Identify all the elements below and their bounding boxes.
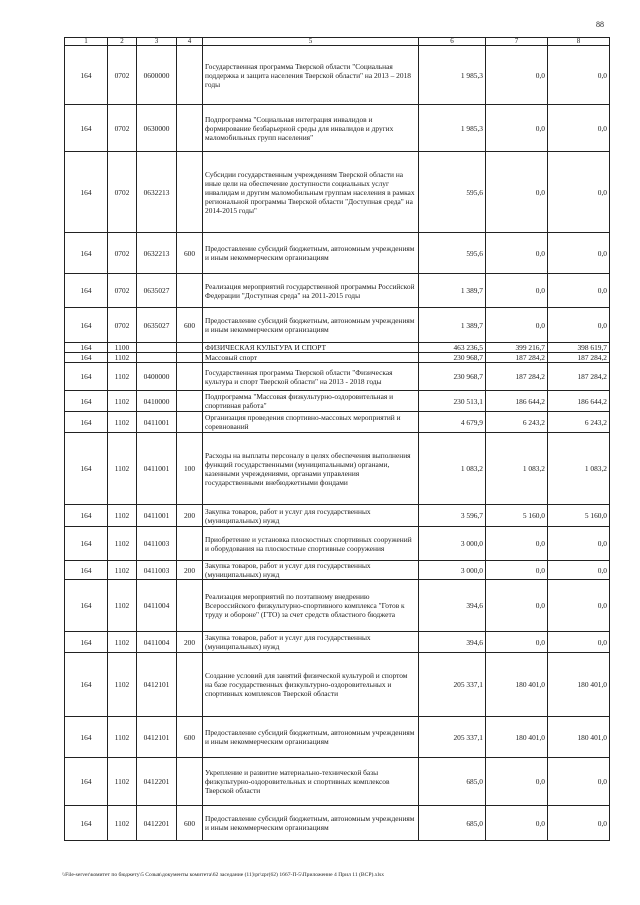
amount-col7-cell: 186 644,2 (486, 391, 548, 412)
expense-type-cell (177, 412, 203, 433)
ministry-code-cell: 164 (65, 758, 108, 806)
table-row (65, 46, 610, 105)
section-code-cell: 0702 (108, 233, 137, 274)
target-article-cell: 0412101 (137, 653, 177, 717)
amount-col8-cell: 5 160,0 (548, 505, 610, 527)
expense-type-cell: 200 (177, 632, 203, 653)
target-article-cell (137, 353, 177, 363)
ministry-code-cell: 164 (65, 308, 108, 343)
ministry-code-cell: 164 (65, 653, 108, 717)
expense-type-cell (177, 580, 203, 632)
section-code-cell: 1102 (108, 527, 137, 561)
amount-col6-cell: 595,6 (419, 233, 486, 274)
amount-col6-cell: 1 389,7 (419, 308, 486, 343)
amount-col8-cell: 1 083,2 (548, 433, 610, 505)
amount-col8-cell: 180 401,0 (548, 653, 610, 717)
section-code-cell: 1102 (108, 505, 137, 527)
table-row (65, 806, 610, 841)
amount-col6-cell: 595,6 (419, 152, 486, 233)
amount-col7-cell: 0,0 (486, 806, 548, 841)
description-cell: Создание условий для занятий физической культурой и спортом на базе государственных физкультурно-оздоровительных и спортивных комплексов Тверской области (203, 653, 419, 717)
ministry-code-cell: 164 (65, 274, 108, 308)
ministry-code-cell: 164 (65, 353, 108, 363)
amount-col6-cell: 1 985,3 (419, 105, 486, 152)
amount-col6-cell: 463 236,5 (419, 343, 486, 353)
amount-col8-cell: 0,0 (548, 152, 610, 233)
section-code-cell: 1102 (108, 353, 137, 363)
expense-type-cell (177, 353, 203, 363)
target-article-cell: 0411001 (137, 433, 177, 505)
amount-col8-cell: 0,0 (548, 806, 610, 841)
section-code-cell: 1102 (108, 806, 137, 841)
target-article-cell: 0411004 (137, 580, 177, 632)
expense-type-cell (177, 758, 203, 806)
ministry-code-cell: 164 (65, 46, 108, 105)
description-cell: Расходы на выплаты персоналу в целях обеспечения выполнения функций государственными (муниципальными) органами, казенными учреждениями, органами управления государственными внебюджетными фондами (203, 433, 419, 505)
ministry-code-cell: 164 (65, 527, 108, 561)
table-row (65, 758, 610, 806)
table-row (65, 580, 610, 632)
amount-col7-cell: 5 160,0 (486, 505, 548, 527)
amount-col7-cell: 180 401,0 (486, 653, 548, 717)
amount-col6-cell: 1 083,2 (419, 433, 486, 505)
target-article-cell: 0411004 (137, 632, 177, 653)
amount-col7-cell: 187 284,2 (486, 353, 548, 363)
ministry-code-cell: 164 (65, 233, 108, 274)
table-row (65, 561, 610, 580)
description-cell: Предоставление субсидий бюджетным, автономным учреждениям и иным некоммерческим организациям (203, 806, 419, 841)
table-row (65, 391, 610, 412)
table-row (65, 412, 610, 433)
description-cell: Государственная программа Тверской области "Физическая культура и спорт Тверской области" на 2013 - 2018 годы (203, 363, 419, 391)
amount-col8-cell: 186 644,2 (548, 391, 610, 412)
ministry-code-cell: 164 (65, 505, 108, 527)
expense-type-cell: 600 (177, 308, 203, 343)
ministry-code-cell: 164 (65, 105, 108, 152)
expense-type-cell: 200 (177, 505, 203, 527)
ministry-code-cell: 164 (65, 632, 108, 653)
target-article-cell: 0635027 (137, 308, 177, 343)
amount-col6-cell: 1 389,7 (419, 274, 486, 308)
table-row (65, 152, 610, 233)
amount-col8-cell: 180 401,0 (548, 717, 610, 758)
description-cell: Предоставление субсидий бюджетным, автономным учреждениям и иным некоммерческим организациям (203, 308, 419, 343)
amount-col7-cell: 0,0 (486, 561, 548, 580)
amount-col6-cell: 3 596,7 (419, 505, 486, 527)
amount-col8-cell: 187 284,2 (548, 363, 610, 391)
amount-col7-cell: 0,0 (486, 580, 548, 632)
amount-col7-cell: 0,0 (486, 632, 548, 653)
table-row (65, 363, 610, 391)
target-article-cell: 0411003 (137, 527, 177, 561)
amount-col6-cell: 230 968,7 (419, 353, 486, 363)
section-code-cell: 1102 (108, 580, 137, 632)
section-code-cell: 0702 (108, 105, 137, 152)
target-article-cell: 0600000 (137, 46, 177, 105)
section-code-cell: 1102 (108, 758, 137, 806)
target-article-cell: 0630000 (137, 105, 177, 152)
amount-col7-cell: 0,0 (486, 152, 548, 233)
description-cell: Организация проведения спортивно-массовых мероприятий и соревнований (203, 412, 419, 433)
section-code-cell: 1102 (108, 561, 137, 580)
table-row (65, 433, 610, 505)
table-row (65, 353, 610, 363)
section-code-cell: 1102 (108, 412, 137, 433)
amount-col7-cell: 180 401,0 (486, 717, 548, 758)
section-code-cell: 1102 (108, 653, 137, 717)
header-cell: 1 (65, 38, 108, 46)
amount-col7-cell: 399 216,7 (486, 343, 548, 353)
amount-col8-cell: 0,0 (548, 632, 610, 653)
table-row (65, 527, 610, 561)
amount-col7-cell: 1 083,2 (486, 433, 548, 505)
expense-type-cell: 600 (177, 233, 203, 274)
header-cell: 2 (108, 38, 137, 46)
description-cell: Закупка товаров, работ и услуг для государственных (муниципальных) нужд (203, 632, 419, 653)
amount-col8-cell: 0,0 (548, 561, 610, 580)
expense-type-cell: 600 (177, 806, 203, 841)
amount-col6-cell: 230 513,1 (419, 391, 486, 412)
table-row (65, 105, 610, 152)
target-article-cell: 0411001 (137, 412, 177, 433)
expense-type-cell (177, 46, 203, 105)
description-cell: Укрепление и развитие материально-технической базы физкультурно-оздоровительных и спортивных комплексов Тверской области (203, 758, 419, 806)
amount-col6-cell: 205 337,1 (419, 717, 486, 758)
header-cell: 8 (548, 38, 610, 46)
amount-col8-cell: 0,0 (548, 580, 610, 632)
amount-col6-cell: 3 000,0 (419, 561, 486, 580)
amount-col6-cell: 230 968,7 (419, 363, 486, 391)
amount-col6-cell: 394,6 (419, 632, 486, 653)
amount-col7-cell: 0,0 (486, 233, 548, 274)
expense-type-cell (177, 527, 203, 561)
amount-col8-cell: 0,0 (548, 527, 610, 561)
ministry-code-cell: 164 (65, 363, 108, 391)
amount-col8-cell: 0,0 (548, 758, 610, 806)
ministry-code-cell: 164 (65, 717, 108, 758)
section-code-cell: 1102 (108, 391, 137, 412)
target-article-cell (137, 343, 177, 353)
amount-col6-cell: 685,0 (419, 806, 486, 841)
description-cell: Массовый спорт (203, 353, 419, 363)
section-code-cell: 1100 (108, 343, 137, 353)
header-cell: 7 (486, 38, 548, 46)
expense-type-cell (177, 274, 203, 308)
ministry-code-cell: 164 (65, 433, 108, 505)
amount-col8-cell: 398 619,7 (548, 343, 610, 353)
amount-col6-cell: 394,6 (419, 580, 486, 632)
target-article-cell: 0412201 (137, 758, 177, 806)
expense-type-cell: 100 (177, 433, 203, 505)
description-cell: ФИЗИЧЕСКАЯ КУЛЬТУРА И СПОРТ (203, 343, 419, 353)
ministry-code-cell: 164 (65, 580, 108, 632)
expense-type-cell (177, 391, 203, 412)
table-row (65, 505, 610, 527)
table-row (65, 653, 610, 717)
amount-col6-cell: 3 000,0 (419, 527, 486, 561)
amount-col7-cell: 0,0 (486, 527, 548, 561)
header-cell: 6 (419, 38, 486, 46)
expense-type-cell: 600 (177, 717, 203, 758)
description-cell: Субсидии государственным учреждениям Тверской области на иные цели на обеспечение доступности социальных услуг инвалидам и другим маломобильным группам населения в рамках региональной программы Тверской области "Доступная среда" на 2014-2015 годы" (203, 152, 419, 233)
table-row (65, 308, 610, 343)
description-cell: Реализация мероприятий государственной программы Российской Федерации "Доступная среда" на 2011-2015 годы (203, 274, 419, 308)
expense-type-cell: 200 (177, 561, 203, 580)
expense-type-cell (177, 152, 203, 233)
section-code-cell: 1102 (108, 717, 137, 758)
description-cell: Закупка товаров, работ и услуг для государственных (муниципальных) нужд (203, 561, 419, 580)
ministry-code-cell: 164 (65, 561, 108, 580)
description-cell: Подпрограмма "Массовая физкультурно-оздоровительная и спортивная работа" (203, 391, 419, 412)
target-article-cell: 0412101 (137, 717, 177, 758)
section-code-cell: 1102 (108, 632, 137, 653)
section-code-cell: 0702 (108, 152, 137, 233)
ministry-code-cell: 164 (65, 391, 108, 412)
ministry-code-cell: 164 (65, 806, 108, 841)
description-cell: Предоставление субсидий бюджетным, автономным учреждениям и иным некоммерческим организациям (203, 717, 419, 758)
ministry-code-cell: 164 (65, 343, 108, 353)
target-article-cell: 0410000 (137, 391, 177, 412)
header-row (65, 38, 610, 46)
section-code-cell: 1102 (108, 363, 137, 391)
amount-col8-cell: 0,0 (548, 46, 610, 105)
header-cell: 3 (137, 38, 177, 46)
table-row (65, 233, 610, 274)
amount-col7-cell: 0,0 (486, 274, 548, 308)
section-code-cell: 0702 (108, 274, 137, 308)
amount-col8-cell: 0,0 (548, 233, 610, 274)
description-cell: Предоставление субсидий бюджетным, автономным учреждениям и иным некоммерческим организациям (203, 233, 419, 274)
expense-type-cell (177, 363, 203, 391)
header-cell: 5 (203, 38, 419, 46)
description-cell: Государственная программа Тверской области "Социальная поддержка и защита населения Тверской области" на 2013 – 2018 годы (203, 46, 419, 105)
amount-col7-cell: 0,0 (486, 758, 548, 806)
section-code-cell: 0702 (108, 308, 137, 343)
amount-col8-cell: 0,0 (548, 308, 610, 343)
amount-col6-cell: 1 985,3 (419, 46, 486, 105)
table-row (65, 343, 610, 353)
target-article-cell: 0411003 (137, 561, 177, 580)
amount-col7-cell: 0,0 (486, 308, 548, 343)
target-article-cell: 0635027 (137, 274, 177, 308)
budget-table (64, 37, 610, 841)
ministry-code-cell: 164 (65, 412, 108, 433)
amount-col7-cell: 6 243,2 (486, 412, 548, 433)
table-row (65, 274, 610, 308)
table-row (65, 632, 610, 653)
page-number: 88 (596, 20, 604, 29)
target-article-cell: 0400000 (137, 363, 177, 391)
amount-col6-cell: 205 337,1 (419, 653, 486, 717)
amount-col7-cell: 187 284,2 (486, 363, 548, 391)
ministry-code-cell: 164 (65, 152, 108, 233)
footer-file-path: \\File-server\комитет по бюджету\5 Созыв\документы комитета\62 заседание (11)\pr\zpr(62) 1667-П-5\Приложение 4 Прил 11 (ВСР).xlsx (62, 872, 385, 878)
expense-type-cell (177, 653, 203, 717)
section-code-cell: 1102 (108, 433, 137, 505)
table-row (65, 717, 610, 758)
header-cell: 4 (177, 38, 203, 46)
amount-col6-cell: 4 679,9 (419, 412, 486, 433)
description-cell: Приобретение и установка плоскостных спортивных сооружений и оборудования на плоскостные спортивные сооружения (203, 527, 419, 561)
expense-type-cell (177, 105, 203, 152)
target-article-cell: 0411001 (137, 505, 177, 527)
amount-col8-cell: 187 284,2 (548, 353, 610, 363)
description-cell: Реализация мероприятий по поэтапному внедрению Всероссийского физкультурно-спортивного комплекса "Готов к труду и обороне" (ГТО) за счет средств областного бюджета (203, 580, 419, 632)
target-article-cell: 0412201 (137, 806, 177, 841)
description-cell: Закупка товаров, работ и услуг для государственных (муниципальных) нужд (203, 505, 419, 527)
amount-col6-cell: 685,0 (419, 758, 486, 806)
amount-col8-cell: 6 243,2 (548, 412, 610, 433)
expense-type-cell (177, 343, 203, 353)
target-article-cell: 0632213 (137, 152, 177, 233)
target-article-cell: 0632213 (137, 233, 177, 274)
section-code-cell: 0702 (108, 46, 137, 105)
amount-col7-cell: 0,0 (486, 105, 548, 152)
description-cell: Подпрограмма "Социальная интеграция инвалидов и формирование безбарьерной среды для инвалидов и других маломобильных групп населения" (203, 105, 419, 152)
amount-col8-cell: 0,0 (548, 105, 610, 152)
amount-col7-cell: 0,0 (486, 46, 548, 105)
amount-col8-cell: 0,0 (548, 274, 610, 308)
